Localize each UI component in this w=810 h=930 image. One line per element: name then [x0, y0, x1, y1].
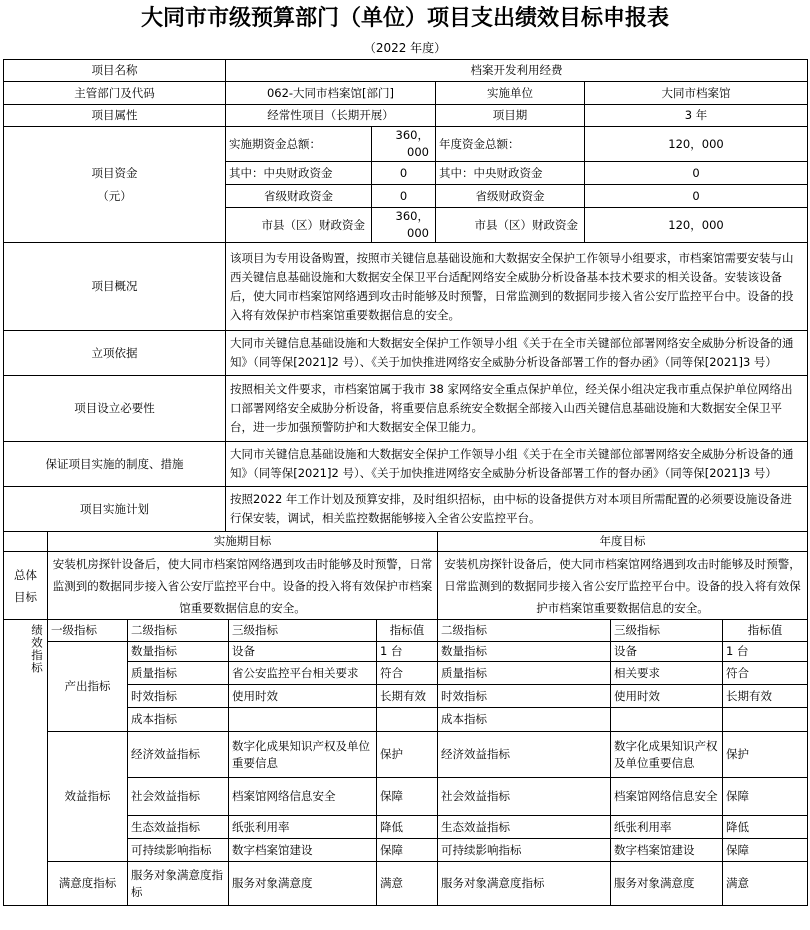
- indicator-impl-level3: [229, 708, 377, 732]
- basis-text: 大同市关键信息基础设施和大数据安全保护工作领导小组《关于在全市关键部位部署网络安全威胁分析设备的通知》（同等保[2021]2 号）、《关于加快推进网络安全威胁分析设备部署工作的督办函》（同等保[2021]3 号）: [226, 331, 808, 376]
- overview-label: 项目概况: [4, 243, 226, 331]
- indicator-impl-value: 1 台: [377, 642, 438, 662]
- funds-year-city-value: 120，000: [585, 208, 808, 243]
- basic-info-table: [3, 59, 808, 532]
- indicator-year-level2: 可持续影响指标: [438, 839, 611, 862]
- measures-label: 保证项目实施的制度、措施: [4, 442, 226, 487]
- measures-text: 大同市关键信息基础设施和大数据安全保护工作领导小组《关于在全市关键部位部署网络安全威胁分析设备的通知》（同等保[2021]2 号）、《关于加快推进网络安全威胁分析设备部署工作的督办函》（同等保[2021]3 号）: [226, 442, 808, 487]
- period-value: 3 年: [585, 105, 808, 127]
- indicator-year-level3: 数字化成果知识产权及单位重要信息: [611, 732, 723, 778]
- indicators-table: [3, 619, 808, 906]
- indicator-impl-level3: 数字化成果知识产权及单位重要信息: [229, 732, 377, 778]
- indicator-year-level2: 时效指标: [438, 685, 611, 708]
- indicator-impl-value: 满意: [377, 862, 438, 906]
- attr-label: 项目属性: [4, 105, 226, 127]
- indicator-impl-value: [377, 708, 438, 732]
- indicator-impl-value: 符合: [377, 662, 438, 685]
- indicator-impl-level3: 使用时效: [229, 685, 377, 708]
- indicator-year-level2: 成本指标: [438, 708, 611, 732]
- funds-label: [4, 127, 226, 243]
- indicator-impl-level2: 服务对象满意度指标: [128, 862, 229, 906]
- indicator-header-4: 二级指标: [438, 620, 611, 642]
- indicator-year-level3: 服务对象满意度: [611, 862, 723, 906]
- funds-impl-central-label: 其中：中央财政资金: [226, 162, 372, 185]
- indicator-year-value: 保障: [723, 778, 808, 816]
- indicator-year-value: [723, 708, 808, 732]
- funds-impl-city-label: 市县（区）财政资金: [226, 208, 372, 243]
- period-label: 项目期: [436, 105, 585, 127]
- funds-impl-city-value: 360，000: [372, 208, 436, 243]
- indicator-year-level3: 相关要求: [611, 662, 723, 685]
- funds-impl-total-value: 360，000: [372, 127, 436, 162]
- indicator-header-2: 三级指标: [229, 620, 377, 642]
- indicator-impl-level2: 可持续影响指标: [128, 839, 229, 862]
- indicator-year-level3: 数字档案馆建设: [611, 839, 723, 862]
- indicator-impl-value: 长期有效: [377, 685, 438, 708]
- impl-unit-value: 大同市档案馆: [585, 82, 808, 105]
- indicator-year-level3: 档案馆网络信息安全: [611, 778, 723, 816]
- indicator-impl-level3: 省公安监控平台相关要求: [229, 662, 377, 685]
- indicators-header-row: [4, 620, 808, 642]
- indicator-impl-level3: 纸张利用率: [229, 816, 377, 839]
- funds-year-total-label: 年度资金总额：: [436, 127, 585, 162]
- table-row: [4, 862, 808, 906]
- basis-label: 立项依据: [4, 331, 226, 376]
- project-name-label: 项目名称: [4, 60, 226, 82]
- indicator-impl-level3: 设备: [229, 642, 377, 662]
- indicator-impl-level2: 生态效益指标: [128, 816, 229, 839]
- funds-impl-central-value: 0: [372, 162, 436, 185]
- indicator-header-5: 三级指标: [611, 620, 723, 642]
- indicator-year-value: 保护: [723, 732, 808, 778]
- funds-year-province-value: 0: [585, 185, 808, 208]
- indicator-year-level3: 纸张利用率: [611, 816, 723, 839]
- funds-label-line2: （元）: [97, 188, 132, 203]
- indicator-year-level2: 质量指标: [438, 662, 611, 685]
- indicator-impl-value: 保障: [377, 778, 438, 816]
- indicator-impl-level2: 社会效益指标: [128, 778, 229, 816]
- funds-label-line1: 项目资金: [91, 165, 138, 180]
- indicator-year-value: 满意: [723, 862, 808, 906]
- indicator-impl-level3: 档案馆网络信息安全: [229, 778, 377, 816]
- attr-value: 经常性项目（长期开展）: [226, 105, 436, 127]
- page-title: 大同市市级预算部门（单位）项目支出绩效目标申报表: [140, 5, 669, 31]
- indicator-header-0: 一级指标: [48, 620, 128, 642]
- indicator-year-level3: 设备: [611, 642, 723, 662]
- indicator-impl-level3: 服务对象满意度: [229, 862, 377, 906]
- indicator-header-1: 二级指标: [128, 620, 229, 642]
- indicator-year-level2: 服务对象满意度指标: [438, 862, 611, 906]
- indicator-header-3: 指标值: [377, 620, 438, 642]
- necessity-label: 项目设立必要性: [4, 376, 226, 442]
- table-row: [4, 732, 808, 778]
- project-name-value: 档案开发利用经费: [226, 60, 808, 82]
- funds-impl-province-label: 省级财政资金: [226, 185, 372, 208]
- impl-goal-text: 安装机房探针设备后，使大同市档案馆网络遇到攻击时能够及时预警，日常监测到的数据同步接入省公安厅监控平台中。设备的投入将有效保护市档案馆重要数据信息的安全。: [48, 552, 438, 620]
- indicator-impl-level3: 数字档案馆建设: [229, 839, 377, 862]
- overall-goals-table: [3, 531, 808, 620]
- fiscal-year: （2022 年度）: [363, 41, 447, 55]
- indicator-impl-value: 保护: [377, 732, 438, 778]
- indicator-year-value: 1 台: [723, 642, 808, 662]
- necessity-text: 按照相关文件要求，市档案馆属于我市 38 家网络安全重点保护单位，经关保小组决定我市重点保护单位网络出口部署网络安全威胁分析设备，将重要信息系统安全数据全部接入山西关键信息基础设施和大数据安全保卫平台，进一步加强预警防护和大数据安全保卫能力。: [226, 376, 808, 442]
- indicator-impl-level2: 数量指标: [128, 642, 229, 662]
- year-goal-header: 年度目标: [438, 532, 808, 552]
- indicators-side-label: 绩效指标: [4, 620, 48, 906]
- funds-impl-total-label: 实施期资金总额：: [226, 127, 372, 162]
- indicator-impl-level2: 时效指标: [128, 685, 229, 708]
- indicator-impl-value: 保障: [377, 839, 438, 862]
- funds-year-province-label: 省级财政资金: [436, 185, 585, 208]
- indicator-year-level2: 生态效益指标: [438, 816, 611, 839]
- indicator-group-label: 效益指标: [48, 732, 128, 862]
- year-goal-text: 安装机房探针设备后，使大同市档案馆网络遇到攻击时能够及时预警，日常监测到的数据同步接入省公安厅监控平台中。设备的投入将有效保护市档案馆重要数据信息的安全。: [438, 552, 808, 620]
- impl-unit-label: 实施单位: [436, 82, 585, 105]
- indicator-impl-value: 降低: [377, 816, 438, 839]
- plan-text: 按照2022 年工作计划及预算安排，及时组织招标，由中标的设备提供方对本项目所需配置的必须要设施设备进行保安装，调试，相关监控数据能够接入全省公安监控平台。: [226, 487, 808, 532]
- overall-goal-label: 总体目标: [4, 552, 48, 620]
- indicator-group-label: 满意度指标: [48, 862, 128, 906]
- impl-goal-header: 实施期目标: [48, 532, 438, 552]
- funds-year-central-value: 0: [585, 162, 808, 185]
- indicator-year-value: 符合: [723, 662, 808, 685]
- indicator-year-level2: 数量指标: [438, 642, 611, 662]
- indicator-year-level3: [611, 708, 723, 732]
- indicator-year-level3: 使用时效: [611, 685, 723, 708]
- funds-year-city-label: 市县（区）财政资金: [436, 208, 585, 243]
- indicator-year-value: 保障: [723, 839, 808, 862]
- indicator-impl-level2: 质量指标: [128, 662, 229, 685]
- table-row: [4, 642, 808, 662]
- funds-year-central-label: 其中：中央财政资金: [436, 162, 585, 185]
- indicator-impl-level2: 经济效益指标: [128, 732, 229, 778]
- indicator-group-label: 产出指标: [48, 642, 128, 732]
- overview-text: 该项目为专用设备购置，按照市关键信息基础设施和大数据安全保护工作领导小组要求，市档案馆需要安装与山西关键信息基础设施和大数据安全保卫平台适配网络安全威胁分析设备基本技术要求的相关设备。安装该设备后，使大同市档案馆网络遇到攻击时能够及时预警，日常监测到的数据同步接入省公安厅监控平台中。设备的投入将有效保护市档案馆重要数据信息的安全。: [226, 243, 808, 331]
- plan-label: 项目实施计划: [4, 487, 226, 532]
- dept-label: 主管部门及代码: [4, 82, 226, 105]
- funds-year-total-value: 120，000: [585, 127, 808, 162]
- indicator-header-6: 指标值: [723, 620, 808, 642]
- indicator-year-value: 降低: [723, 816, 808, 839]
- indicator-impl-level2: 成本指标: [128, 708, 229, 732]
- indicator-year-level2: 社会效益指标: [438, 778, 611, 816]
- indicator-year-value: 长期有效: [723, 685, 808, 708]
- dept-value: 062-大同市档案馆[部门]: [226, 82, 436, 105]
- indicator-year-level2: 经济效益指标: [438, 732, 611, 778]
- funds-impl-province-value: 0: [372, 185, 436, 208]
